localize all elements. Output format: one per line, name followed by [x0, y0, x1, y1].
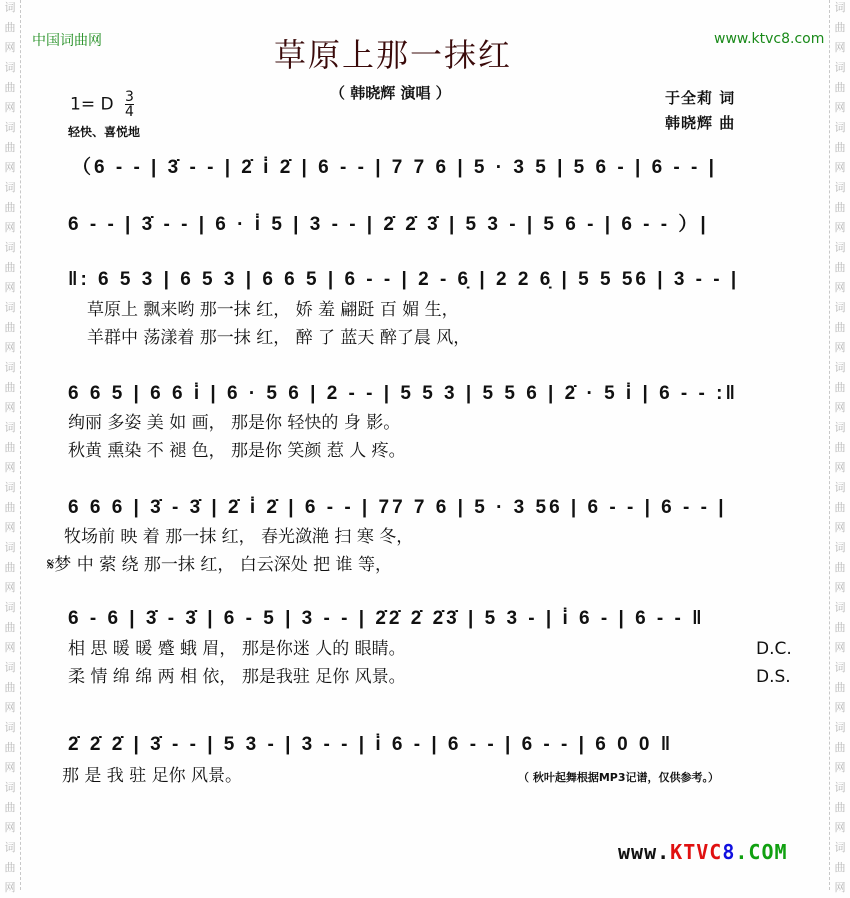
dc-marking: D.C. [756, 639, 792, 659]
watermark-glyph: 曲 [4, 501, 16, 514]
logo-ktvc: KTVC [670, 840, 723, 864]
tempo-marking: 轻快、喜悦地 [68, 125, 141, 139]
watermark-glyph: 曲 [834, 621, 846, 634]
watermark-glyph: 网 [834, 581, 846, 594]
watermark-glyph: 词 [834, 361, 846, 374]
performer-subtitle: （ 韩晓辉 演唱 ） [330, 84, 451, 102]
watermark-glyph: 词 [4, 1, 16, 14]
watermark-glyph: 网 [834, 401, 846, 414]
watermark-glyph: 词 [4, 61, 16, 74]
ktvc8-logo [618, 840, 788, 864]
watermark-glyph: 网 [4, 281, 16, 294]
watermark-glyph: 网 [834, 521, 846, 534]
watermark-glyph: 曲 [834, 501, 846, 514]
score-line-5: 6 6 6 | 3̇ - 3̇ | 2̇ i̇ 2̇ | 6 - - | 77 7 6 | 5 · 3 56 | 6 - - | 6 - - | [68, 497, 727, 518]
lyric-line-6-verse1: 相 思 暖 暖 蹙 蛾 眉， 那是你迷 人的 眼睛。 [68, 639, 406, 659]
watermark-glyph: 词 [4, 661, 16, 674]
site-name-label: 中国词曲网 [32, 33, 102, 49]
lyric-line-5-verse1: 牧场前 映 着 那一抹 红， 春光潋滟 扫 寒 冬， [64, 527, 414, 547]
score-line-3: ‖: 6 5 3 | 6 5 3 | 6 6 5 | 6 - - | 2 - 6̣ | 2 2 6̣ | 5 5 56 | 3 - - | [68, 269, 740, 290]
watermark-glyph: 词 [834, 121, 846, 134]
watermark-glyph: 网 [834, 161, 846, 174]
watermark-glyph: 网 [4, 41, 16, 54]
watermark-glyph: 曲 [4, 681, 16, 694]
watermark-glyph: 网 [834, 761, 846, 774]
lyric-line-5-verse2: 𝄋梦 中 萦 绕 那一抹 红， 白云深处 把 谁 等， [47, 555, 392, 575]
watermark-glyph: 网 [4, 881, 16, 894]
watermark-glyph: 词 [834, 841, 846, 854]
score-line-6: 6 - 6 | 3̇ - 3̇ | 6 - 5 | 3 - - | 2̇2̇ 2̇ 2̇3̇ | 5 3 - | i̇ 6 - | 6 - - ‖ [68, 608, 705, 629]
score-line-4: 6 6 5 | 6 6 i̇ | 6 · 5 6 | 2 - - | 5 5 3 | 5 5 6 | 2̇ · 5 i̇ | 6 - - :‖ [68, 383, 738, 404]
watermark-glyph: 网 [4, 221, 16, 234]
watermark-glyph: 曲 [834, 141, 846, 154]
time-denominator: 4 [124, 104, 134, 120]
logo-com: .COM [735, 840, 788, 864]
lyric-line-4-verse2: 秋黄 熏染 不 褪 色， 那是你 笑颜 惹 人 疼。 [68, 441, 406, 461]
watermark-glyph: 网 [4, 821, 16, 834]
watermark-glyph: 词 [834, 181, 846, 194]
watermark-glyph: 网 [4, 581, 16, 594]
watermark-glyph: 曲 [4, 861, 16, 874]
watermark-glyph: 网 [834, 881, 846, 894]
watermark-glyph: 曲 [4, 381, 16, 394]
watermark-glyph: 曲 [834, 81, 846, 94]
watermark-glyph: 词 [4, 601, 16, 614]
watermark-glyph: 网 [4, 461, 16, 474]
time-signature [125, 90, 134, 119]
lyric-line-3-verse1: 草原上 飘来哟 那一抹 红， 娇 羞 翩跹 百 媚 生， [87, 300, 459, 320]
watermark-glyph: 曲 [4, 741, 16, 754]
lyric-line-4-verse1: 绚丽 多姿 美 如 画， 那是你 轻快的 身 影。 [68, 413, 401, 433]
watermark-glyph: 曲 [834, 741, 846, 754]
watermark-glyph: 网 [4, 341, 16, 354]
watermark-glyph: 词 [4, 121, 16, 134]
logo-www: www. [618, 840, 671, 864]
watermark-glyph: 曲 [4, 261, 16, 274]
watermark-glyph: 曲 [834, 21, 846, 34]
watermark-glyph: 曲 [4, 141, 16, 154]
watermark-glyph: 网 [834, 641, 846, 654]
lyric-line-7: 那 是 我 驻 足你 风景。 [62, 766, 243, 786]
score-line-1: （6 - - | 3̇ - - | 2̇ i̇ 2̇ | 6 - - | 7 7 6 | 5 · 3 5 | 5 6 - | 6 - - | [72, 157, 717, 178]
watermark-glyph: 曲 [4, 621, 16, 634]
watermark-glyph: 曲 [4, 81, 16, 94]
watermark-glyph: 网 [834, 821, 846, 834]
watermark-glyph: 词 [4, 241, 16, 254]
watermark-glyph: 词 [834, 781, 846, 794]
time-numerator: 3 [124, 89, 134, 105]
watermark-glyph: 曲 [4, 201, 16, 214]
watermark-glyph: 词 [834, 721, 846, 734]
watermark-glyph: 词 [4, 361, 16, 374]
lyric-line-3-verse2: 羊群中 荡漾着 那一抹 红， 醉 了 蓝天 醉了晨 风， [87, 328, 471, 348]
watermark-glyph: 词 [4, 181, 16, 194]
watermark-glyph: 词 [834, 241, 846, 254]
watermark-glyph: 词 [4, 421, 16, 434]
ds-marking: D.S. [756, 667, 791, 687]
watermark-glyph: 词 [834, 541, 846, 554]
watermark-glyph: 网 [4, 401, 16, 414]
site-url-label: www.ktvc8.com [714, 31, 825, 47]
watermark-glyph: 曲 [4, 561, 16, 574]
watermark-glyph: 词 [834, 601, 846, 614]
key-signature [70, 90, 134, 119]
watermark-glyph: 曲 [834, 861, 846, 874]
watermark-glyph: 曲 [4, 441, 16, 454]
watermark-glyph: 网 [4, 521, 16, 534]
watermark-glyph: 网 [4, 701, 16, 714]
watermark-glyph: 曲 [834, 381, 846, 394]
watermark-glyph: 曲 [834, 441, 846, 454]
watermark-glyph: 网 [4, 641, 16, 654]
watermark-glyph: 词 [834, 1, 846, 14]
watermark-glyph: 曲 [834, 321, 846, 334]
watermark-glyph: 词 [4, 781, 16, 794]
watermark-glyph: 曲 [4, 801, 16, 814]
watermark-glyph: 词 [834, 481, 846, 494]
watermark-glyph: 词 [834, 301, 846, 314]
watermark-glyph: 网 [4, 761, 16, 774]
score-line-2: 6 - - | 3̇ - - | 6 · i̇ 5 | 3 - - | 2̇ 2̇ 3̇ | 5 3 - | 5 6 - | 6 - - ）| [68, 214, 709, 235]
lyricist-credit: 于全莉 词 [665, 89, 736, 107]
watermark-glyph: 曲 [834, 561, 846, 574]
song-title: 草原上那一抹红 [274, 36, 513, 74]
watermark-glyph: 词 [4, 481, 16, 494]
watermark-glyph: 网 [834, 101, 846, 114]
transcription-note: （ 秋叶起舞根据MP3记谱，仅供参考。） [518, 771, 719, 784]
watermark-glyph: 网 [4, 101, 16, 114]
score-line-7: 2̇ 2̇ 2̇ | 3̇ - - | 5 3 - | 3 - - | i̇ 6 - | 6 - - | 6 - - | 6 0 0 ‖ [68, 734, 674, 755]
logo-8: 8 [722, 840, 736, 864]
watermark-glyph: 词 [834, 421, 846, 434]
watermark-glyph: 曲 [834, 261, 846, 274]
watermark-glyph: 词 [4, 301, 16, 314]
watermark-glyph: 网 [834, 221, 846, 234]
watermark-glyph: 词 [834, 61, 846, 74]
lyric-line-6-verse2: 柔 情 绵 绵 两 相 依， 那是我驻 足你 风景。 [68, 667, 406, 687]
watermark-glyph: 网 [834, 701, 846, 714]
watermark-glyph: 曲 [4, 321, 16, 334]
key-label: 1= D [70, 94, 114, 115]
watermark-glyph: 网 [834, 341, 846, 354]
watermark-glyph: 网 [834, 281, 846, 294]
watermark-glyph: 曲 [834, 681, 846, 694]
watermark-glyph: 曲 [4, 21, 16, 34]
watermark-glyph: 网 [834, 41, 846, 54]
watermark-glyph: 词 [4, 841, 16, 854]
watermark-glyph: 词 [4, 721, 16, 734]
watermark-glyph: 曲 [834, 801, 846, 814]
watermark-glyph: 词 [4, 541, 16, 554]
watermark-glyph: 曲 [834, 201, 846, 214]
composer-credit: 韩晓辉 曲 [665, 114, 736, 132]
watermark-glyph: 网 [4, 161, 16, 174]
watermark-glyph: 网 [834, 461, 846, 474]
watermark-glyph: 词 [834, 661, 846, 674]
